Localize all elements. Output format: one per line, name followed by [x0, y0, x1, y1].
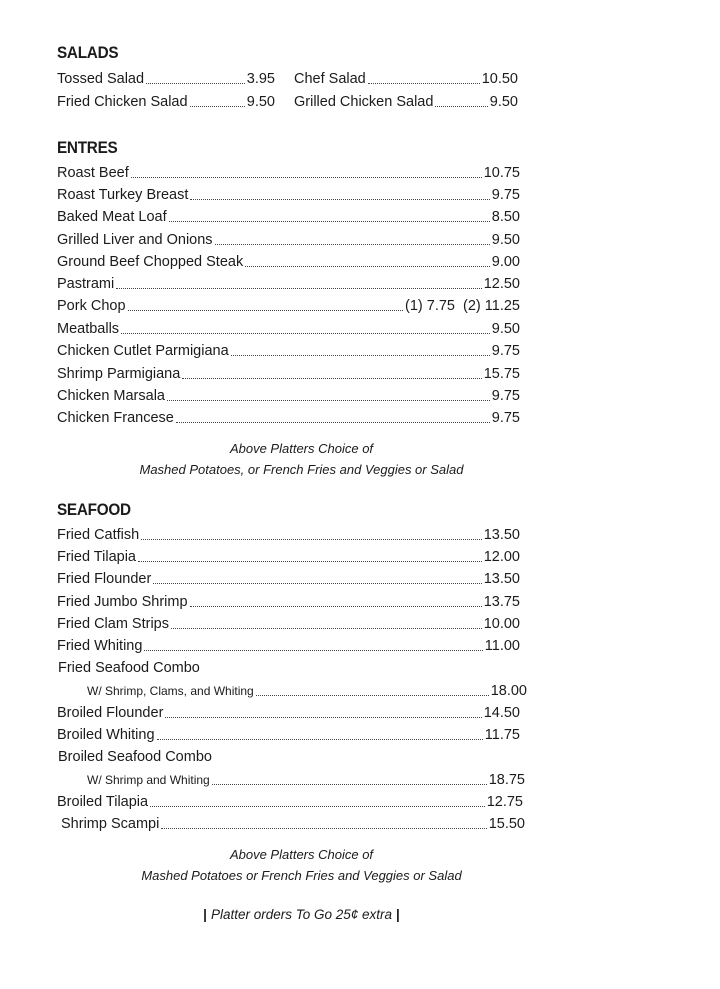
item-name: Fried Chicken Salad [57, 94, 188, 110]
dot-leader [256, 695, 489, 696]
dot-leader [150, 806, 485, 807]
salads-heading: SALADS [57, 43, 119, 62]
item-price: 9.75 [491, 187, 520, 203]
item-name: Ground Beef Chopped Steak [57, 254, 244, 270]
dot-leader [190, 199, 489, 200]
dot-leader [190, 606, 482, 607]
item-name: Chicken Cutlet Parmigiana [57, 343, 229, 359]
to-go-surcharge-note [0, 907, 603, 922]
item-name: Shrimp Parmigiana [57, 366, 181, 382]
dot-leader [231, 355, 490, 356]
menu-item [57, 770, 525, 790]
dot-leader [121, 333, 490, 334]
dot-leader [144, 650, 482, 651]
item-name: Broiled Flounder [57, 705, 164, 721]
item-price: 13.50 [483, 571, 520, 587]
item-price: 12.75 [486, 794, 523, 810]
dot-leader [146, 83, 245, 84]
dot-leader [182, 378, 481, 379]
item-price: 15.75 [483, 366, 520, 382]
item-name: Shrimp Scampi [61, 816, 160, 832]
menu-item [57, 592, 520, 612]
item-name: Tossed Salad [57, 71, 145, 87]
menu-item [61, 814, 525, 834]
item-name: Roast Beef [57, 165, 129, 181]
menu-item [57, 792, 523, 812]
item-price: 9.00 [491, 254, 520, 270]
item-name: Chicken Marsala [57, 388, 165, 404]
menu-item [57, 636, 520, 656]
item-price: 9.50 [489, 94, 518, 110]
note-line: Above Platters Choice of [229, 441, 374, 456]
divider-bar: | [203, 907, 207, 922]
item-price: 10.75 [483, 165, 520, 181]
menu-item [57, 341, 520, 361]
menu-item [57, 319, 520, 339]
dot-leader [169, 221, 490, 222]
dot-leader [157, 739, 483, 740]
item-price: 9.75 [491, 343, 520, 359]
item-price: 9.50 [491, 232, 520, 248]
item-name: Baked Meat Loaf [57, 209, 167, 225]
item-price: 10.50 [481, 71, 518, 87]
menu-item [57, 185, 520, 205]
dot-leader [215, 244, 490, 245]
dot-leader [141, 539, 482, 540]
menu-item [57, 547, 520, 567]
item-price: 13.50 [483, 527, 520, 543]
menu-item [57, 386, 520, 406]
menu-item [57, 703, 520, 723]
seafood-side-note [0, 844, 603, 886]
menu-item [57, 408, 520, 428]
dot-leader [153, 583, 481, 584]
entres-heading: ENTRES [57, 138, 118, 157]
menu-item [57, 525, 520, 545]
menu-item [57, 296, 520, 316]
item-price: 11.00 [484, 638, 520, 654]
item-name: Fried Jumbo Shrimp [57, 594, 188, 610]
menu-item [57, 569, 520, 589]
dot-leader [176, 422, 490, 423]
menu-item [57, 274, 520, 294]
menu-item [57, 207, 520, 227]
menu-item [57, 614, 520, 634]
item-name: Fried Tilapia [57, 549, 136, 565]
dot-leader [171, 628, 482, 629]
item-name: Grilled Liver and Onions [57, 232, 213, 248]
menu-item [57, 252, 520, 272]
item-name: Pastrami [57, 276, 115, 292]
item-price: 9.50 [491, 321, 520, 337]
dot-leader [212, 784, 487, 785]
note-line: Mashed Potatoes or French Fries and Veggies or Salad [141, 868, 462, 883]
item-price: 10.00 [483, 616, 520, 632]
item-price: 9.75 [491, 410, 520, 426]
item-price: 9.75 [491, 388, 520, 404]
seafood-heading: SEAFOOD [57, 500, 131, 519]
dot-leader [245, 266, 490, 267]
item-name: W/ Shrimp and Whiting [87, 773, 210, 787]
item-name: Grilled Chicken Salad [294, 94, 434, 110]
combo-heading: Broiled Seafood Combo [58, 749, 212, 765]
dot-leader [116, 288, 481, 289]
menu-item [57, 364, 520, 384]
item-price: 14.50 [483, 705, 520, 721]
note-line: Mashed Potatoes, or French Fries and Veggies or Salad [139, 462, 464, 477]
dot-leader [131, 177, 482, 178]
menu-item [294, 92, 518, 112]
item-name: Fried Flounder [57, 571, 152, 587]
item-price: 15.50 [488, 816, 525, 832]
divider-bar: | [396, 907, 400, 922]
item-name: Roast Turkey Breast [57, 187, 189, 203]
item-name: Fried Catfish [57, 527, 140, 543]
item-price: 8.50 [491, 209, 520, 225]
item-price: 11.75 [484, 727, 520, 743]
combo-heading: Fried Seafood Combo [58, 660, 200, 676]
item-price: 18.75 [488, 772, 525, 788]
item-price: 13.75 [483, 594, 520, 610]
item-price: 12.00 [483, 549, 520, 565]
menu-item [57, 681, 527, 701]
dot-leader [167, 400, 490, 401]
item-name: Broiled Tilapia [57, 794, 149, 810]
item-name: Meatballs [57, 321, 120, 337]
item-name: Fried Whiting [57, 638, 143, 654]
menu-item [57, 92, 275, 112]
item-name: Fried Clam Strips [57, 616, 169, 632]
item-price: 9.50 [246, 94, 275, 110]
item-price: 12.50 [483, 276, 520, 292]
menu-item [57, 230, 520, 250]
footer-text: Platter orders To Go 25¢ extra [210, 907, 393, 922]
item-name: W/ Shrimp, Clams, and Whiting [87, 684, 254, 698]
item-name: Broiled Whiting [57, 727, 155, 743]
dot-leader [435, 106, 487, 107]
dot-leader [165, 717, 481, 718]
item-name: Pork Chop [57, 298, 126, 314]
item-price: 3.95 [246, 71, 275, 87]
entres-side-note [0, 438, 603, 480]
item-name: Chicken Francese [57, 410, 174, 426]
item-price: (1) 7.75 (2) 11.25 [405, 298, 520, 314]
item-price: 18.00 [490, 683, 527, 699]
menu-item [57, 725, 520, 745]
dot-leader [161, 828, 486, 829]
dot-leader [190, 106, 245, 107]
dot-leader [138, 561, 482, 562]
menu-item [57, 69, 275, 89]
dot-leader [128, 310, 403, 311]
menu-item [57, 163, 520, 183]
item-name: Chef Salad [294, 71, 366, 87]
menu-item [294, 69, 518, 89]
note-line: Above Platters Choice of [229, 847, 374, 862]
dot-leader [368, 83, 480, 84]
